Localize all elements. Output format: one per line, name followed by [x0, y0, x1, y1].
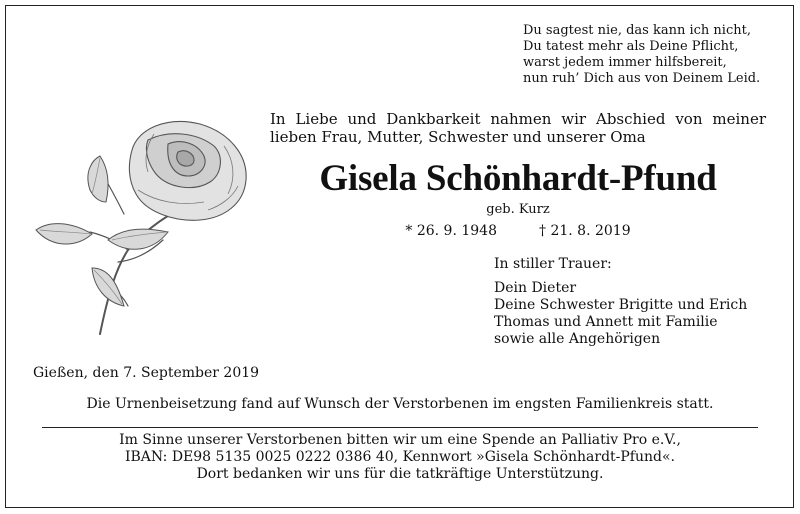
death-date: † 21. 8. 2019 — [539, 223, 631, 239]
urn-notice: Die Urnenbeisetzung fand auf Wunsch der Verstorbenen im engsten Familienkreis statt. — [86, 396, 714, 412]
poem — [523, 23, 760, 87]
mourner-line: Dein Dieter — [494, 280, 577, 296]
life-dates — [270, 222, 766, 240]
donation-notice — [0, 432, 800, 483]
mourners-heading: In stiller Trauer: — [494, 256, 612, 272]
donation-line: Im Sinne unserer Verstorbenen bitten wir um eine Spende an Palliativ Pro e.V., — [119, 432, 681, 448]
donation-line: IBAN: DE98 5135 0025 0222 0386 40, Kennwort »Gisela Schönhardt-Pfund«. — [124, 449, 676, 465]
intro-line: lieben Frau, Mutter, Schwester und unserer Oma — [270, 128, 646, 146]
mourner-line: Thomas und Annett mit Familie — [494, 314, 718, 330]
poem-line: nun ruh’ Dich aus von Deinem Leid. — [523, 71, 761, 86]
place-date: Gießen, den 7. September 2019 — [33, 365, 260, 381]
deceased-name: Gisela Schönhardt-Pfund — [319, 158, 717, 199]
rose-drawing-icon — [28, 110, 263, 345]
donation-line: Dort bedanken wir uns für die tatkräftige Unterstützung. — [196, 466, 604, 482]
birth-date: * 26. 9. 1948 — [405, 223, 497, 239]
poem-line: Du tatest mehr als Deine Pflicht, — [523, 39, 739, 54]
intro-line: In Liebe und Dankbarkeit nahmen wir Abschied von meiner — [270, 110, 766, 128]
birth-name: geb. Kurz — [486, 202, 550, 217]
mourner-line: sowie alle Angehörigen — [494, 331, 661, 347]
mourners — [494, 256, 747, 348]
intro-text — [270, 110, 766, 146]
mourner-line: Deine Schwester Brigitte und Erich — [494, 297, 748, 313]
divider — [42, 427, 758, 428]
poem-line: warst jedem immer hilfsbereit, — [523, 55, 727, 70]
poem-line: Du sagtest nie, das kann ich nicht, — [523, 23, 751, 38]
